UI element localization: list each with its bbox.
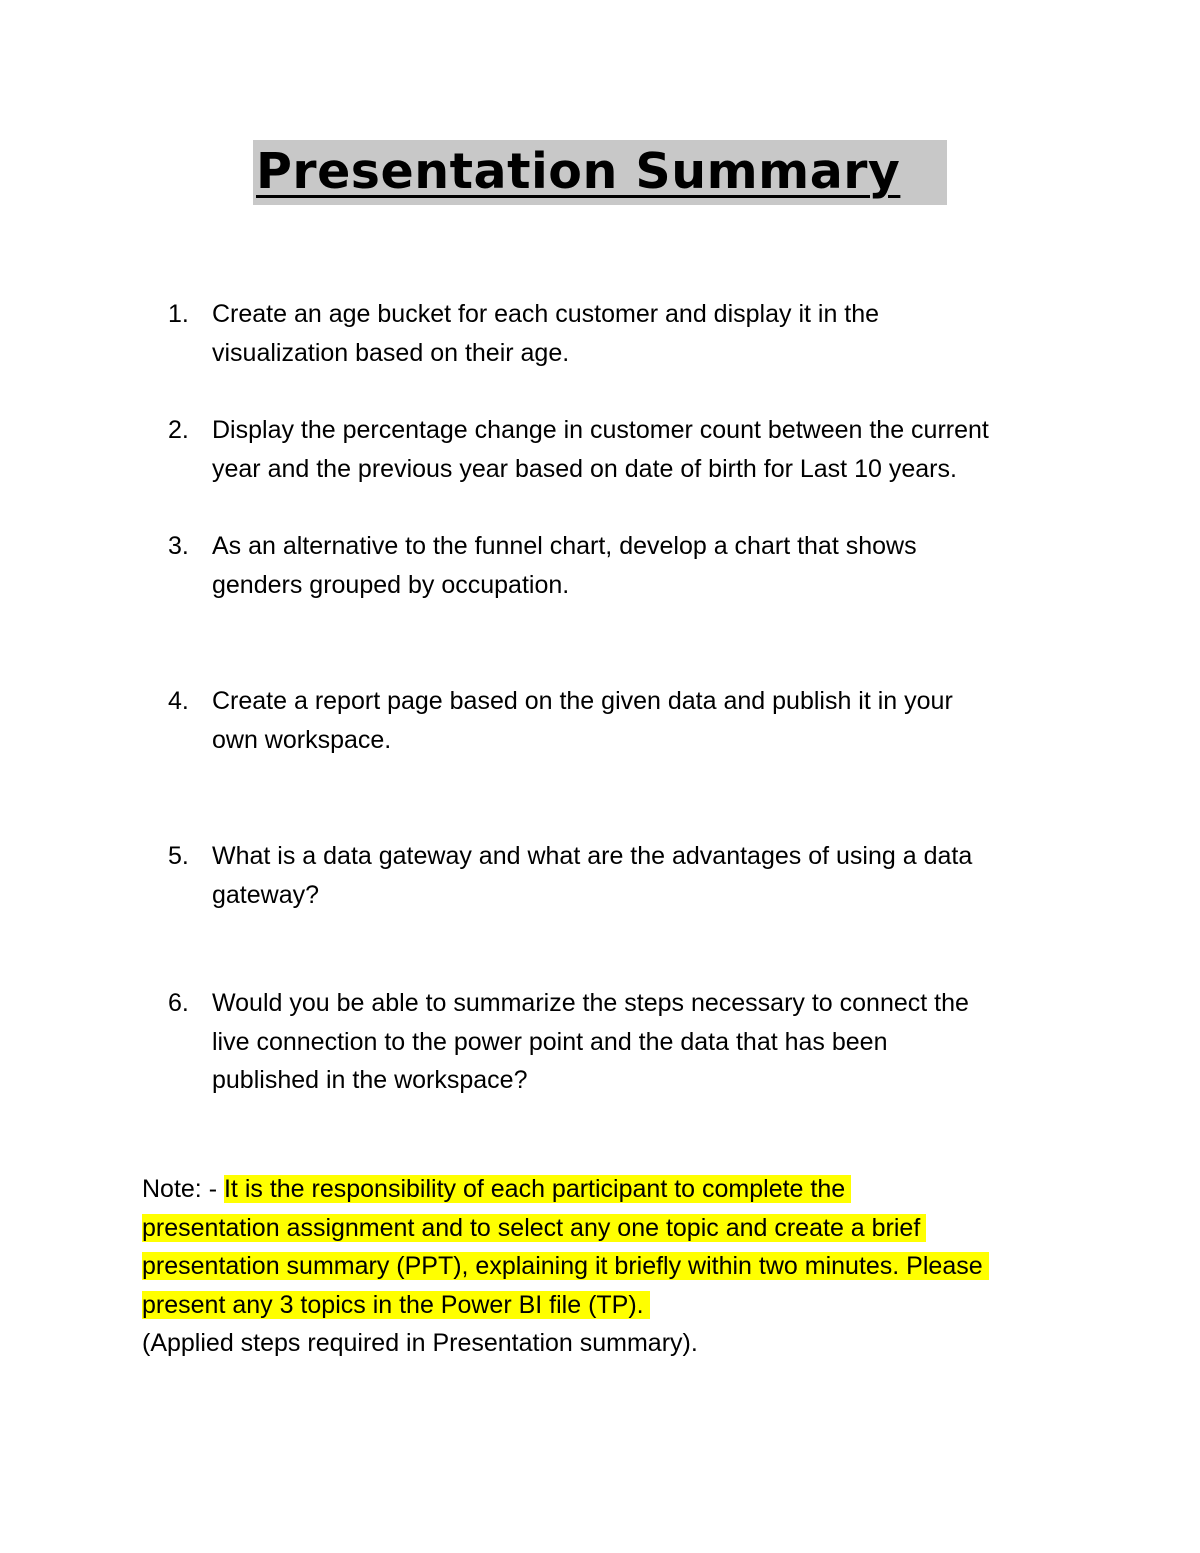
- note-footer: (Applied steps required in Presentation summary).: [142, 1329, 698, 1357]
- highlighted-note-text: presentation assignment and to select any one topic and create a brief: [142, 1214, 926, 1242]
- list-item-number: 2.: [168, 416, 189, 444]
- list-item-number: 6.: [168, 989, 189, 1017]
- list-item-text: Would you be able to summarize the steps necessary to connect the live connection to the power point and the data that has been published in the workspace?: [212, 989, 969, 1094]
- note-line: [142, 1247, 1082, 1286]
- highlighted-note-text: presentation summary (PPT), explaining it briefly within two minutes. Please: [142, 1252, 989, 1280]
- note-line: [142, 1170, 1082, 1209]
- list-item-text: Create a report page based on the given data and publish it in your own workspace.: [212, 687, 953, 754]
- note-section: [142, 1170, 1082, 1363]
- highlighted-note-text: It is the responsibility of each participant to complete the: [224, 1175, 851, 1203]
- list-item-text: As an alternative to the funnel chart, develop a chart that shows genders grouped by occupation.: [212, 532, 917, 599]
- list-item-number: 4.: [168, 687, 189, 715]
- list-item-number: 1.: [168, 300, 189, 328]
- list-item-text: Create an age bucket for each customer and display it in the visualization based on their age.: [212, 300, 880, 367]
- list-item-number: 3.: [168, 532, 189, 560]
- page-title: Presentation Summary: [256, 143, 901, 200]
- note-label: Note: -: [142, 1175, 224, 1203]
- list-item-text: What is a data gateway and what are the advantages of using a data gateway?: [212, 842, 973, 909]
- note-line: [142, 1209, 1082, 1248]
- highlighted-note-text: present any 3 topics in the Power BI file (TP).: [142, 1291, 650, 1319]
- list-item-number: 5.: [168, 842, 189, 870]
- list-item-text: Display the percentage change in customer count between the current year and the previous year based on date of birth for Last 10 years.: [212, 416, 989, 483]
- note-line: [142, 1286, 1082, 1325]
